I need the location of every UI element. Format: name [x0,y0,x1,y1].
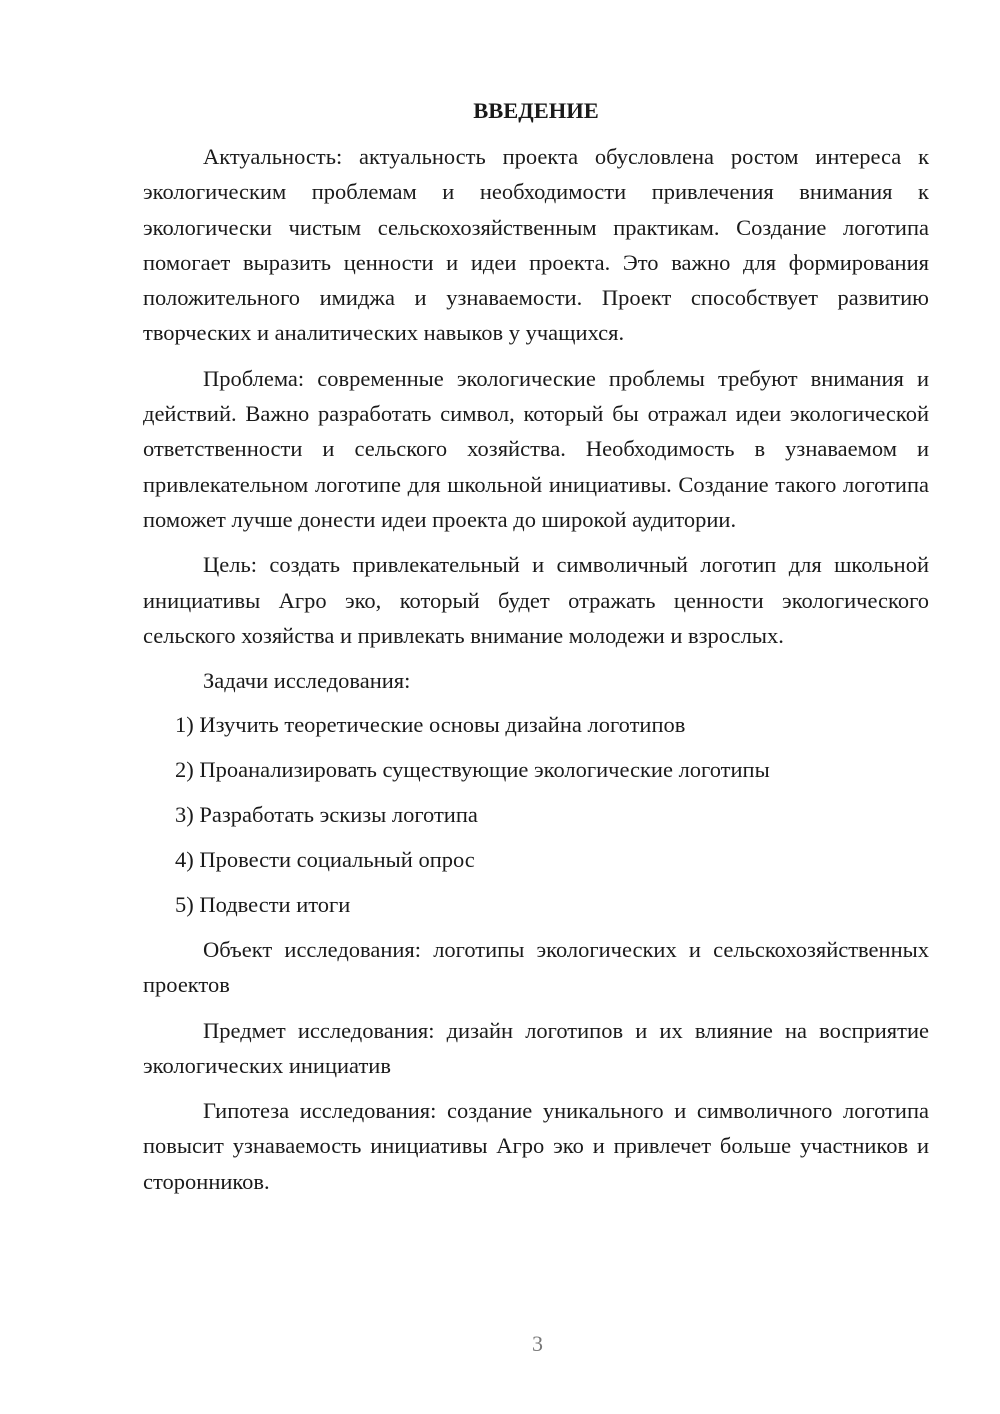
task-item-2: 2) Проанализировать существующие экологические логотипы [175,757,770,783]
task-item-1: 1) Изучить теоретические основы дизайна логотипов [175,712,686,738]
document-page [143,93,929,1209]
hypothesis-paragraph: Гипотеза исследования: создание уникального и символичного логотипа повысит узнаваемость инициативы Агро эко и привлечет больше участников и сторонников. [143,1098,929,1194]
task-list [143,707,929,921]
page-number: 3 [532,1331,543,1356]
problem-paragraph: Проблема: современные экологические проблемы требуют внимания и действий. Важно разработать символ, который бы отражал идеи экологической ответственности и сельского хозяйства. Необходимость в узнаваемом и привлекательном логотипе для школьной инициативы. Создание такого логотипа поможет лучше донести идеи проекта до широкой аудитории. [143,365,929,532]
subject-paragraph: Предмет исследования: дизайн логотипов и их влияние на восприятие экологических инициатив [143,1017,929,1078]
section-heading: ВВЕДЕНИЕ [473,98,599,123]
object-paragraph: Объект исследования: логотипы экологических и сельскохозяйственных проектов [143,936,929,998]
task-item-5: 5) Подвести итоги [175,891,351,917]
task-item-3: 3) Разработать эскизы логотипа [175,802,478,828]
goal-paragraph: Цель: создать привлекательный и символичный логотип для школьной инициативы Агро эко, который будет отражать ценности экологического сельского хозяйства и привлекать внимание молодежи и взрослых. [143,552,929,648]
relevance-paragraph: Актуальность: актуальность проекта обусловлена ростом интереса к экологическим проблемам и необходимости привлечения внимания к экологически чистым сельскохозяйственным практикам. Создание логотипа помогает выразить ценности и идеи проекта. Это важно для формирования положительного имиджа и узнаваемости. Проект способствует развитию творческих и аналитических навыков у учащихся. [143,144,929,346]
task-item-4: 4) Провести социальный опрос [175,846,475,872]
tasks-title: Задачи исследования: [203,668,411,694]
